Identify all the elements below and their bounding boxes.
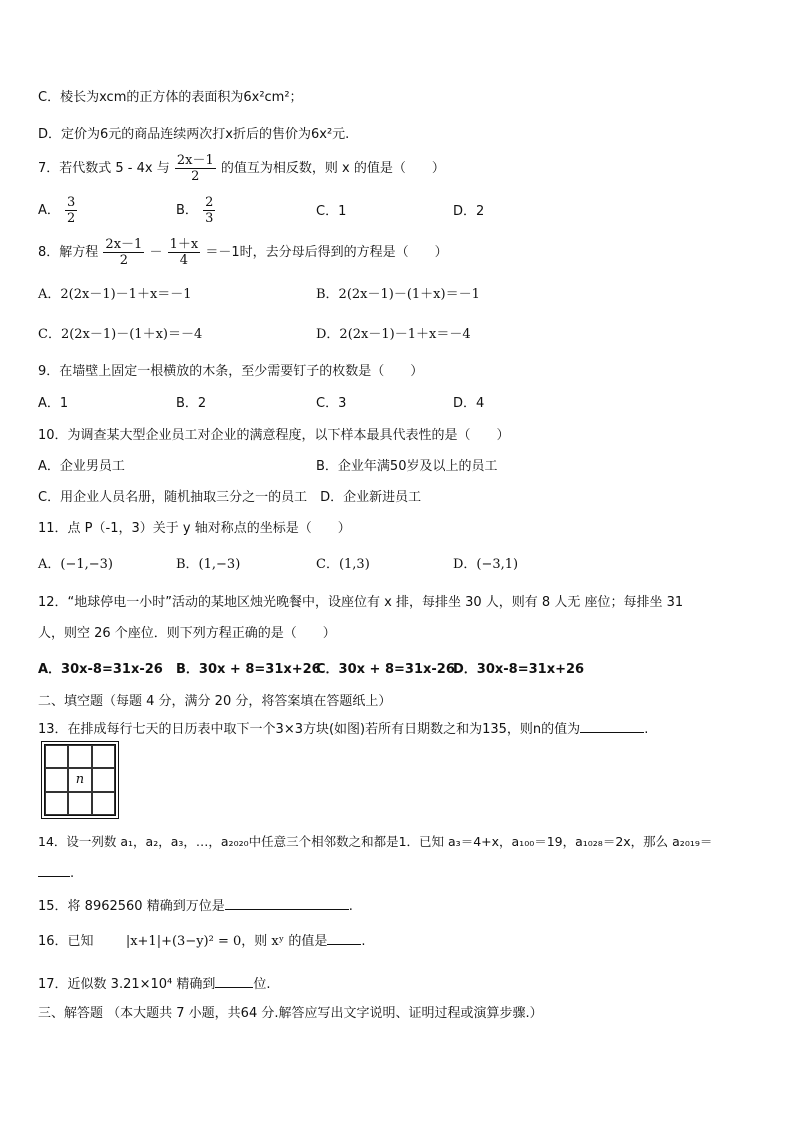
q9-option-b: B．2	[176, 396, 207, 411]
q7-fraction	[175, 153, 216, 184]
q17-answer-blank[interactable]	[215, 975, 253, 988]
q16-stem	[38, 932, 366, 950]
q7-fraction-numerator: 2x－1	[176, 153, 214, 168]
q8-fraction-1-numerator: 2x－1	[105, 237, 143, 252]
q7-option-a-fraction	[65, 195, 77, 226]
q7-option-a-denominator: 2	[67, 211, 76, 226]
q7-stem	[38, 152, 445, 186]
q7-option-b-label: B．	[176, 203, 198, 218]
q13-end: .	[644, 722, 649, 737]
q15-answer-blank[interactable]	[225, 897, 349, 910]
q14-answer-blank[interactable]	[38, 864, 70, 877]
q10-option-cd: C．用企业人员名册，随机抽取三分之一的员工 D．企业新进员工	[38, 490, 422, 505]
q13-stem	[38, 720, 648, 738]
grid-cell-center: n	[68, 768, 91, 791]
q11-option-d: D．(−3,1)	[453, 557, 519, 572]
q12-option-d: D．30x-8=31x+26	[453, 662, 585, 677]
q15-end: .	[348, 899, 353, 914]
q8-fraction-2	[168, 237, 201, 268]
q7-stem-a: 7．若代数式 5 - 4x 与	[38, 161, 170, 176]
grid-cell	[68, 745, 91, 768]
grid-cell	[45, 792, 68, 815]
q8-option-a: A．2(2x－1)－1＋x＝－1	[38, 287, 192, 302]
section-3-heading: 三、解答题 （本大题共 7 小题，共64 分.解答应写出文字说明、证明过程或演算步骤.）	[38, 1006, 543, 1021]
q16-end: .	[361, 934, 366, 949]
q9-option-d: D．4	[453, 396, 485, 411]
grid-cell	[92, 792, 115, 815]
q10-option-b: B．企业年满50岁及以上的员工	[316, 459, 498, 474]
q11-option-c: C．(1,3)	[316, 557, 370, 572]
grid-cell	[92, 768, 115, 791]
q8-fraction-1	[103, 237, 144, 268]
q8-fraction-2-numerator: 1＋x	[169, 237, 199, 252]
q11-option-a: A．(−1,−3)	[38, 557, 113, 572]
q12-line-1: 12．“地球停电一小时”活动的某地区烛光晚餐中，设座位有 x 排，每排坐 30 人，则有 8 人无 座位；每排坐 31	[38, 595, 684, 610]
q8-stem-a: 8．解方程	[38, 245, 99, 260]
q15-stem-text: 15．将 8962560 精确到万位是	[38, 899, 225, 914]
q14-line-1: 14．设一列数 a₁，a₂，a₃，…，a₂₀₂₀中任意三个相邻数之和都是1．已知 a₃＝4+x，a₁₀₀＝19，a₁₀₂₈＝2x，那么 a₂₀₁₉＝	[38, 834, 713, 849]
q12-line-2: 人，则空 26 个座位．则下列方程正确的是（ ）	[38, 626, 336, 641]
q8-option-d: D．2(2x－1)－1＋x＝－4	[316, 327, 471, 342]
q8-stem	[38, 236, 448, 270]
section-2-heading: 二、填空题（每题 4 分，满分 20 分，将答案填在答题纸上）	[38, 694, 392, 709]
q8-fraction-1-denominator: 2	[119, 253, 128, 268]
q14-end: .	[70, 866, 75, 881]
q8-minus: －	[149, 245, 163, 260]
q6-option-d: D．定价为6元的商品连续两次打x折后的售价为6x²元.	[38, 127, 350, 142]
q7-option-b-fraction	[203, 195, 215, 226]
q14-line-2	[38, 864, 74, 882]
q17-stem	[38, 975, 271, 993]
q9-stem: 9．在墙壁上固定一根横放的木条，至少需要钉子的枚数是（ ）	[38, 364, 424, 379]
q13-stem-text: 13．在排成每行七天的日历表中取下一个3×3方块(如图)若所有日期数之和为135，则n的值为	[38, 722, 581, 737]
q16-answer-blank[interactable]	[327, 932, 361, 945]
q6-option-c: C．棱长为xcm的正方体的表面积为6x²cm²；	[38, 90, 303, 105]
q7-option-c: C．1	[316, 204, 347, 219]
q7-option-d: D．2	[453, 204, 485, 219]
q11-option-b: B．(1,−3)	[176, 557, 241, 572]
q12-option-a: A．30x-8=31x-26	[38, 662, 163, 677]
grid-cell	[92, 745, 115, 768]
q7-option-a-numerator: 3	[67, 195, 76, 210]
q17-stem-text: 17．近似数 3.21×10⁴ 精确到	[38, 977, 216, 992]
q9-option-a: A．1	[38, 396, 69, 411]
q8-stem-b: ＝－1时，去分母后得到的方程是（ ）	[205, 245, 448, 260]
q7-option-b-numerator: 2	[205, 195, 214, 210]
q17-end: 位.	[253, 977, 271, 992]
calendar-grid-figure	[44, 744, 116, 816]
q16-expression: |x+1|+(3−y)² = 0，则 xʸ 的值是	[125, 934, 328, 949]
q7-option-b	[176, 194, 216, 228]
q15-stem	[38, 897, 353, 915]
q7-option-b-denominator: 3	[205, 211, 214, 226]
q10-option-a: A．企业男员工	[38, 459, 125, 474]
q12-option-b: B．30x + 8=31x+26	[176, 662, 321, 677]
q7-option-a-label: A．	[38, 203, 60, 218]
q8-option-c: C．2(2x－1)－(1＋x)＝－4	[38, 327, 203, 342]
grid-cell	[45, 745, 68, 768]
q8-option-b: B．2(2x－1)－(1＋x)＝－1	[316, 287, 480, 302]
q9-option-c: C．3	[316, 396, 347, 411]
q7-option-a	[38, 194, 78, 228]
grid-cell	[68, 792, 91, 815]
q12-option-c: C．30x + 8=31x-26	[316, 662, 455, 677]
q7-fraction-denominator: 2	[191, 169, 200, 184]
q7-stem-b: 的值互为相反数，则 x 的值是（ ）	[220, 161, 445, 176]
grid-cell	[45, 768, 68, 791]
q16-stem-a: 16．已知	[38, 934, 94, 949]
q11-stem: 11．点 P（-1，3）关于 y 轴对称点的坐标是（ ）	[38, 521, 351, 536]
q13-answer-blank[interactable]	[580, 720, 644, 733]
q10-stem: 10．为调查某大型企业员工对企业的满意程度，以下样本最具代表性的是（ ）	[38, 428, 510, 443]
q8-fraction-2-denominator: 4	[179, 253, 189, 268]
